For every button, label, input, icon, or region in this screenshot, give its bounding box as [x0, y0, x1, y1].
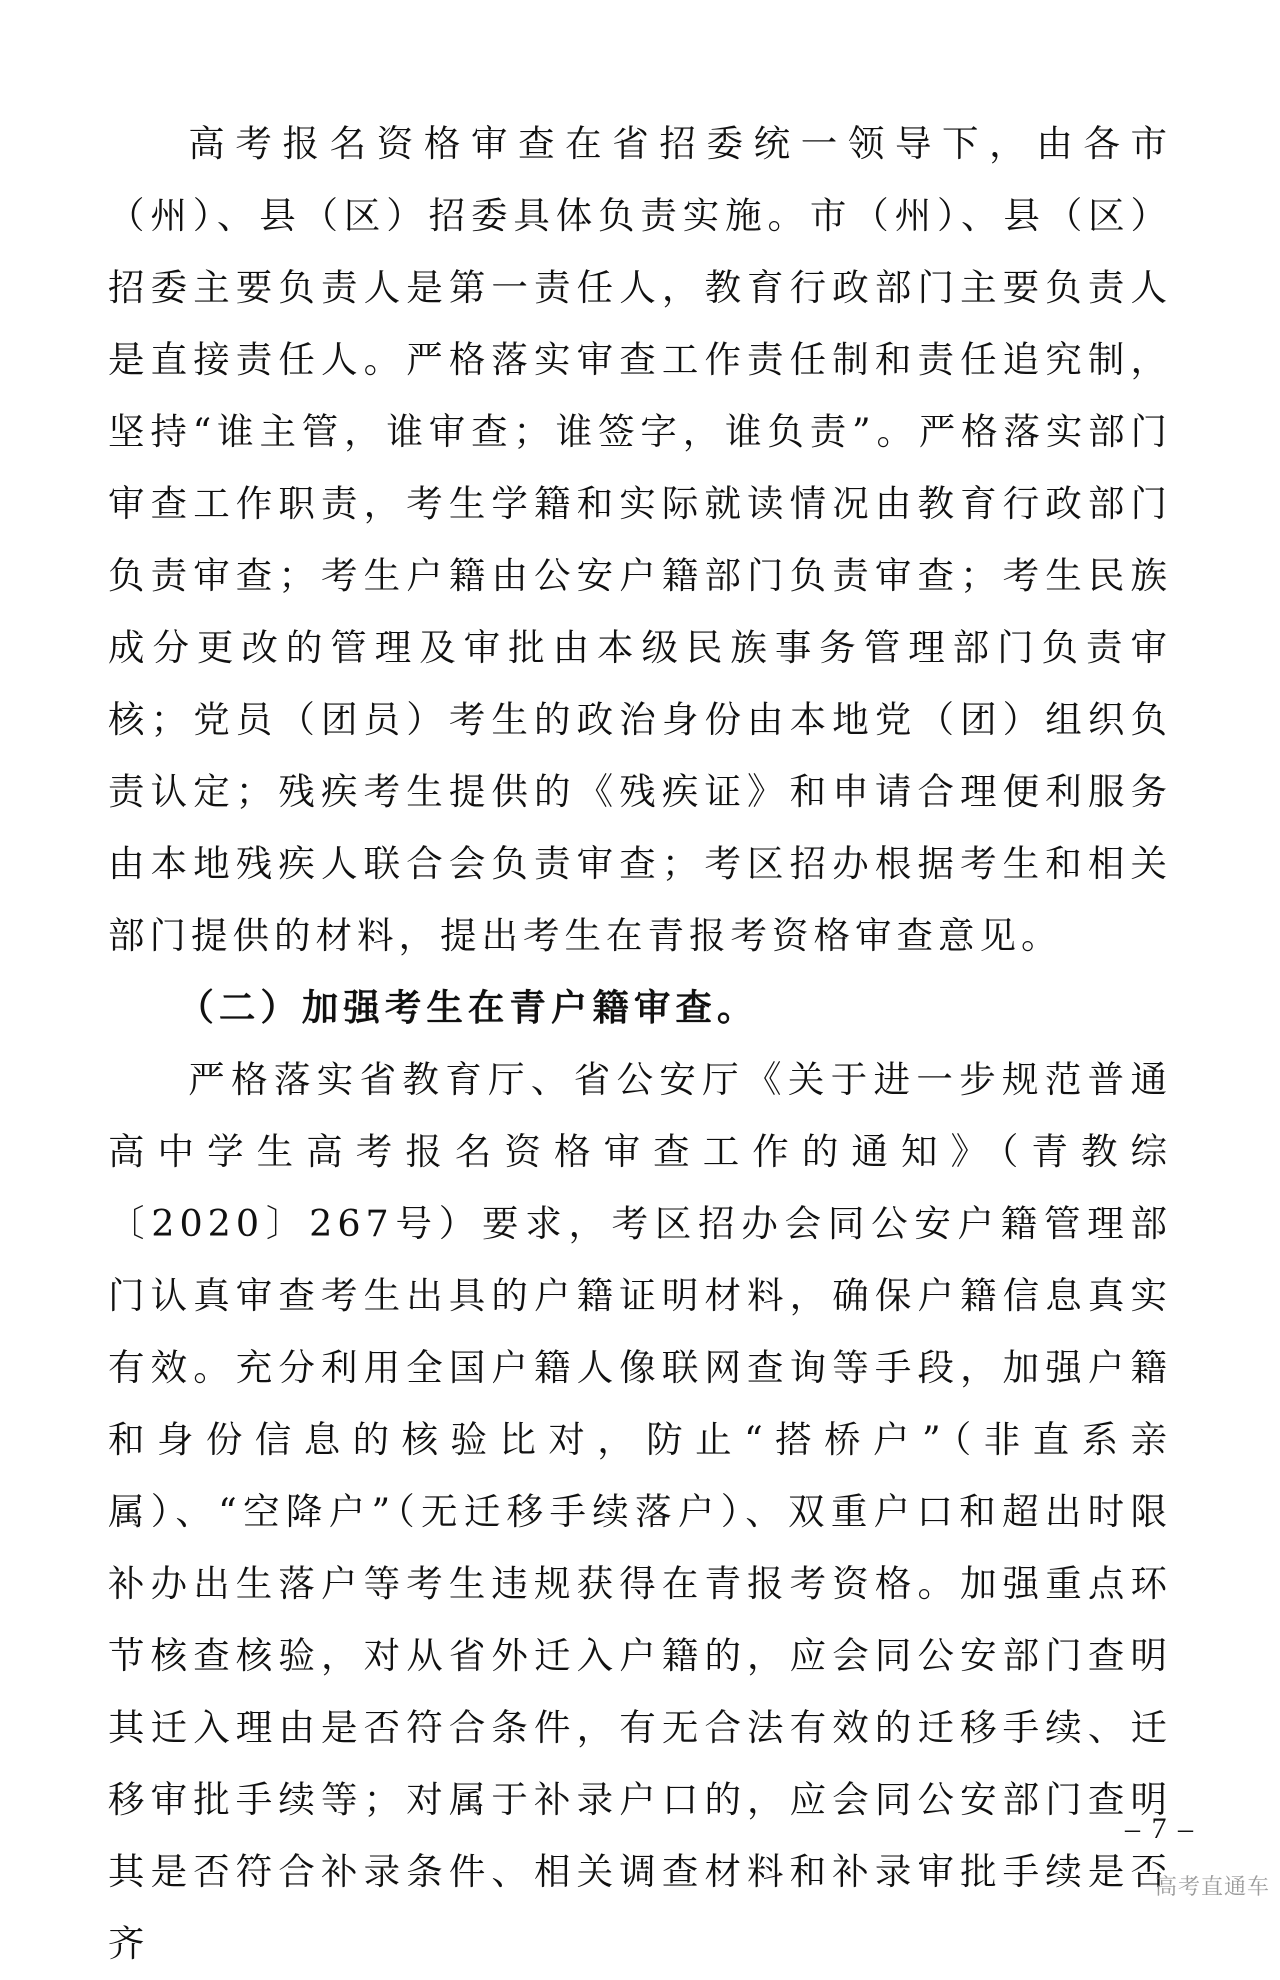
document-body [108, 108, 1172, 1980]
page-number: – 7 – [1125, 1812, 1195, 1845]
section-heading-household-review: （二）加强考生在青户籍审查。 [177, 986, 759, 1029]
paragraph-household-registration: 严格落实省教育厅、省公安厅《关于进一步规范普通高中学生高考报名资格审查工作的通知》（青教综〔2020〕267号）要求，考区招办会同公安户籍管理部门认真审查考生出具的户籍证明材料，确保户籍信息真实有效。充分利用全国户籍人像联网查询等手段，加强户籍和身份信息的核验比对，防止“搭桥户”（非直系亲属）、“空降户”（无迁移手续落户）、双重户口和超出时限补办出生落户等考生违规获得在青报考资格。加强重点环节核查核验，对从省外迁入户籍的，应会同公安部门查明其迁入理由是否符合条件，有无合法有效的迁移手续、迁移审批手续等；对属于补录户口的，应会同公安部门查明其是否符合补录条件、相关调查材料和补录审批手续是否齐 [108, 1058, 1172, 1965]
paragraph-review-responsibility: 高考报名资格审查在省招委统一领导下，由各市（州）、县（区）招委具体负责实施。市（州）、县（区）招委主要负责人是第一责任人，教育行政部门主要负责人是直接责任人。严格落实审查工作责任制和责任追究制，坚持“谁主管，谁审查；谁签字，谁负责”。严格落实部门审查工作职责，考生学籍和实际就读情况由教育行政部门负责审查；考生户籍由公安户籍部门负责审查；考生民族成分更改的管理及审批由本级民族事务管理部门负责审核；党员（团员）考生的政治身份由本地党（团）组织负责认定；残疾考生提供的《残疾证》和申请合理便利服务由本地残疾人联合会负责审查；考区招办根据考生和相关部门提供的材料，提出考生在青报考资格审查意见。 [108, 122, 1172, 957]
watermark-text: 高考直通车 [1154, 1875, 1270, 1900]
